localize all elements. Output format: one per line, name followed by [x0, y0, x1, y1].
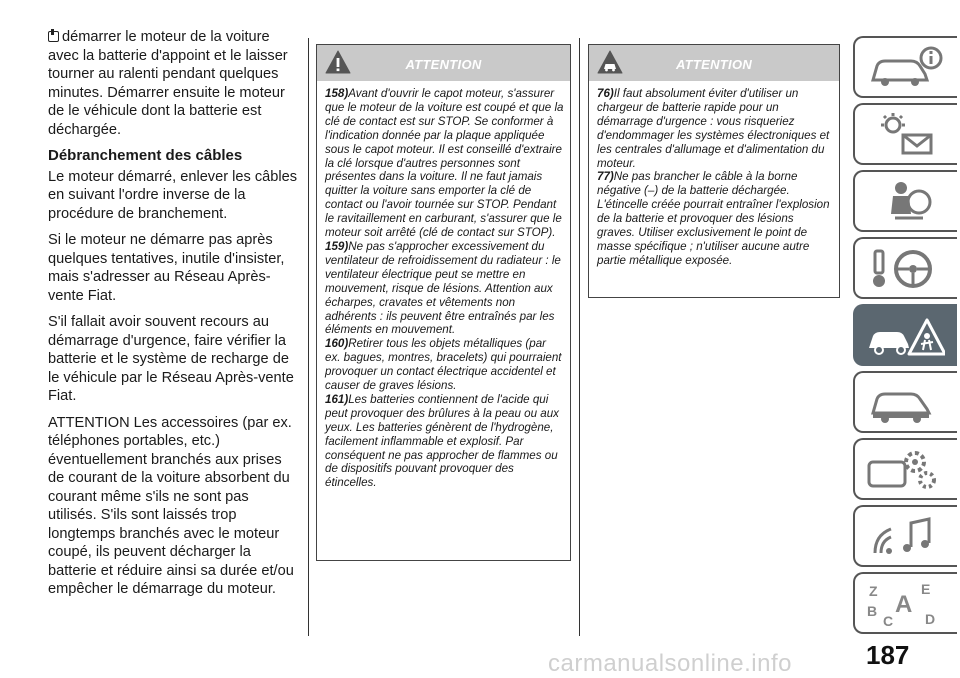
warning-number: 158)	[325, 87, 349, 100]
tab-car-info[interactable]	[853, 36, 957, 98]
paragraph-text: démarrer le moteur de la voiture avec la batterie d'appoint et le laisser tourner au ralenti pendant quelques minutes. Démarrer ensuite le moteur de le véhicule dont la batterie est déchargée.	[48, 29, 288, 138]
safety-airbag-icon	[865, 178, 945, 226]
svg-text:D: D	[925, 611, 936, 627]
warning-number: 76)	[597, 87, 614, 100]
warning-box-1	[316, 44, 571, 561]
paragraph: ATTENTION Les accessoires (par ex. téléphones portables, etc.) éventuellement branchés aux prises de courant de la voiture absorbent du courant même s'ils ne sont pas utilisés. S'ils sont laissés trop longtemps branchés avec le moteur coupé, ils peuvent décharger la batterie et réduire ainsi sa durée et/ou empêcher le démarrage du moteur.	[48, 414, 294, 597]
emergency-car-icon	[865, 312, 945, 360]
warning-text: Avant d'ouvrir le capot moteur, s'assurer que le moteur de la voiture est coupé et que la clé de contact est sur STOP. Se conformer à l'indication donnée par la plaque appliquée sous le capot moteur. Il est conseillé d'extraire la clé lorsque d'autres personnes sont présentes dans la voiture. Il ne faut jamais quitter la voiture sans emporter la clé de contact ou l'avoir tournée sur STOP. Pendant le ravitaillement en carburant, s'assurer que le moteur soit arrêté (clé de contact sur STOP).	[325, 87, 564, 240]
warning-item	[325, 87, 564, 240]
warning-box-body	[317, 81, 570, 498]
technical-data-gears-icon	[865, 446, 945, 494]
warning-text: Ne pas brancher le câble à la borne négative (–) de la batterie déchargée. L'étincelle créée pourrait entraîner l'explosion de la batterie et provoquer des lésions graves. Utiliser exclusivement le point de masse spécifique ; n'utiliser aucune autre partie métallique exposée.	[597, 170, 830, 267]
warning-box-header	[589, 45, 839, 81]
tab-emergency[interactable]	[853, 304, 957, 366]
svg-text:E: E	[921, 581, 931, 597]
warning-title: ATTENTION	[675, 57, 753, 72]
svg-text:Z: Z	[869, 583, 878, 599]
paragraph: Si le moteur ne démarre pas après quelques tentatives, inutile d'insister, mais s'adresser au Réseau Après-vente Fiat.	[48, 232, 285, 304]
section-heading: Débranchement des câbles	[48, 147, 243, 164]
chapter-tabs	[853, 36, 957, 639]
car-maintenance-icon	[865, 379, 945, 427]
warning-item	[325, 337, 564, 393]
paragraph-start	[48, 28, 298, 139]
warning-item	[325, 393, 564, 490]
paragraph: Le moteur démarré, enlever les câbles en suivant l'ordre inverse de la procédure de branchement.	[48, 168, 298, 222]
svg-text:B: B	[867, 603, 878, 619]
page-number: 187	[866, 640, 910, 670]
warning-item	[597, 87, 833, 170]
warning-item	[325, 240, 564, 337]
column-divider	[579, 38, 580, 636]
tab-technical-data[interactable]	[853, 438, 957, 500]
warning-box-2	[588, 44, 840, 298]
watermark: carmanualsonline.info	[548, 650, 792, 677]
multimedia-icon	[865, 513, 945, 561]
dashboard-lights-icon	[865, 111, 945, 159]
warning-number: 161)	[325, 392, 349, 406]
svg-text:A: A	[895, 591, 913, 618]
warning-item	[597, 170, 833, 267]
tab-index[interactable]	[853, 572, 957, 634]
warning-box-header	[317, 45, 570, 81]
warning-number: 160)	[325, 337, 349, 351]
paragraph: S'il fallait avoir souvent recours au démarrage d'urgence, faire vérifier la batterie et le système de recharge de le véhicule par le Réseau Après-vente Fiat.	[48, 314, 294, 404]
tab-safety[interactable]	[853, 170, 957, 232]
warning-number: 77)	[597, 170, 614, 184]
key-steering-wheel-icon	[865, 245, 945, 293]
tab-maintenance[interactable]	[853, 371, 957, 433]
tab-dashboard-lights[interactable]	[853, 103, 957, 165]
continuation-icon	[48, 31, 59, 42]
main-text-column	[48, 28, 298, 607]
car-info-icon	[865, 44, 945, 92]
warning-title: ATTENTION	[405, 57, 482, 72]
warning-text: Il faut absolument éviter d'utiliser un chargeur de batterie rapide pour un démarrage d'urgence : vous risqueriez d'endommager les systèmes électroniques et les centrales d'allumage et d'alimentation du moteur.	[597, 87, 830, 170]
tab-key-steering[interactable]	[853, 237, 957, 299]
column-divider	[308, 38, 309, 636]
warning-text: Les batteries contiennent de l'acide qui peut provoquer des brûlures à la peau ou aux yeux. Les batteries génèrent de l'hydrogène, facilement inflammable et explosif. Par conséquent ne pas approcher de flammes ou de dispositifs pouvant provoquer des étincelles.	[325, 392, 559, 490]
warning-text: Retirer tous les objets métalliques (par ex. bagues, montres, bracelets) qui pourraient provoquer un contact électrique accidentel et causer de graves lésions.	[325, 337, 562, 393]
warning-box-body	[589, 81, 839, 276]
svg-text:C: C	[883, 613, 894, 628]
index-letters-icon	[865, 580, 945, 628]
warning-number: 159)	[325, 239, 349, 253]
warning-text: Ne pas s'approcher excessivement du ventilateur de refroidissement du radiateur : le ventilateur électrique peut se mettre en mouvement, risque de lésions. Attention aux écharpes, cravates et vêtements non adhérents : ils peuvent être entraînés par les éléments en mouvement.	[325, 239, 561, 337]
tab-multimedia[interactable]	[853, 505, 957, 567]
